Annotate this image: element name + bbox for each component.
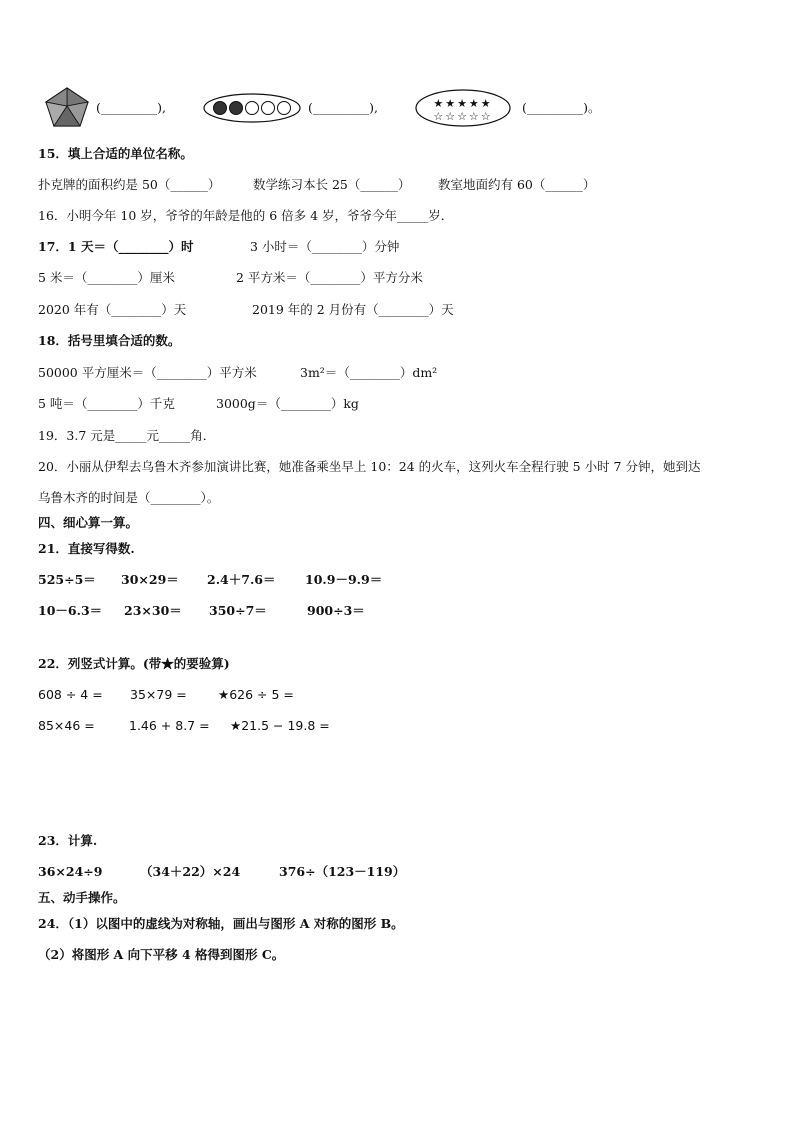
q21-row1-item2[interactable]: 30×29＝ (121, 572, 179, 587)
circles-answer[interactable]: (_________), (308, 100, 378, 115)
q21-row1-item3[interactable]: 2.4＋7.6＝ (207, 572, 276, 587)
q23-title: 23．计算. (38, 833, 98, 848)
q20-line1: 20．小丽从伊犁去乌鲁木齐参加演讲比赛，她准备乘坐早上 10：24 的火车，这列火车全程行驶 5 小时 7 分钟，她到达 (38, 459, 701, 474)
q22-row1-item2[interactable]: 35×79 = (130, 687, 187, 702)
q17-item-b[interactable]: 3 小时＝（________）分钟 (250, 239, 400, 254)
q17-item-a[interactable]: 17．1 天＝（________）时 (38, 239, 194, 254)
q21-title: 21．直接写得数. (38, 541, 135, 556)
q18-item-b[interactable]: 3m²＝（________）dm² (300, 365, 438, 380)
stars-answer[interactable]: (_________)。 (522, 100, 601, 115)
q22-row2-item1[interactable]: 85×46 = (38, 718, 95, 733)
q20-line2[interactable]: 乌鲁木齐的时间是（________）。 (38, 490, 220, 505)
q21-row1-item1[interactable]: 525÷5＝ (38, 572, 96, 587)
pentagon-figure-icon (44, 86, 90, 128)
q22-row1-item1[interactable]: 608 ÷ 4 = (38, 687, 103, 702)
q18-item-d[interactable]: 3000g＝（________）kg (216, 396, 359, 411)
q23-item1[interactable]: 36×24÷9 (38, 864, 103, 879)
q22-title: 22．列竖式计算。(带★的要验算) (38, 656, 230, 671)
q15-item-b[interactable]: 数学练习本长 25（______） (253, 177, 411, 192)
q18-item-c[interactable]: 5 吨＝（________）千克 (38, 396, 175, 411)
q22-row2-item2[interactable]: 1.46 + 8.7 = (129, 718, 210, 733)
q24-line2: （2）将图形 A 向下平移 4 格得到图形 C。 (38, 947, 285, 962)
q17-item-f[interactable]: 2019 年的 2 月份有（________）天 (252, 302, 454, 317)
circles-figure-icon (202, 92, 302, 124)
q16-text[interactable]: 16．小明今年 10 岁，爷爷的年龄是他的 6 倍多 4 岁，爷爷今年_____岁． (38, 208, 454, 223)
q22-row2-item3[interactable]: ★21.5 − 19.8 = (230, 718, 330, 733)
q19-text[interactable]: 19．3.7 元是_____元_____角． (38, 428, 216, 443)
section4-title: 四、细心算一算。 (38, 515, 139, 530)
q17-item-c[interactable]: 5 米＝（________）厘米 (38, 270, 175, 285)
section5-title: 五、动手操作。 (38, 890, 126, 905)
q21-row2-item1[interactable]: 10－6.3＝ (38, 603, 103, 618)
q18-item-a[interactable]: 50000 平方厘米＝（________）平方米 (38, 365, 257, 380)
q15-item-a[interactable]: 扑克牌的面积约是 50（______） (38, 177, 221, 192)
q22-row1-item3[interactable]: ★626 ÷ 5 = (218, 687, 294, 702)
pentagon-answer[interactable]: (_________), (96, 100, 166, 115)
stars-top-row: ★★★★★ (433, 97, 493, 110)
q15-title: 15．填上合适的单位名称。 (38, 146, 193, 161)
stars-figure-icon (414, 88, 512, 128)
q24-line1: 24．（1）以图中的虚线为对称轴，画出与图形 A 对称的图形 B。 (38, 916, 404, 931)
q21-row2-item2[interactable]: 23×30＝ (124, 603, 182, 618)
q17-item-d[interactable]: 2 平方米＝（________）平方分米 (236, 270, 423, 285)
q15-item-c[interactable]: 教室地面约有 60（______） (438, 177, 596, 192)
stars-bottom-row: ☆☆☆☆☆ (433, 110, 493, 123)
q23-item3[interactable]: 376÷（123－119） (279, 864, 406, 879)
q21-row2-item4[interactable]: 900÷3＝ (307, 603, 365, 618)
q21-row1-item4[interactable]: 10.9－9.9＝ (305, 572, 383, 587)
q23-item2[interactable]: （34＋22）×24 (140, 864, 241, 879)
q21-row2-item3[interactable]: 350÷7＝ (209, 603, 267, 618)
q17-item-e[interactable]: 2020 年有（________）天 (38, 302, 187, 317)
q18-title: 18．括号里填合适的数。 (38, 333, 181, 348)
